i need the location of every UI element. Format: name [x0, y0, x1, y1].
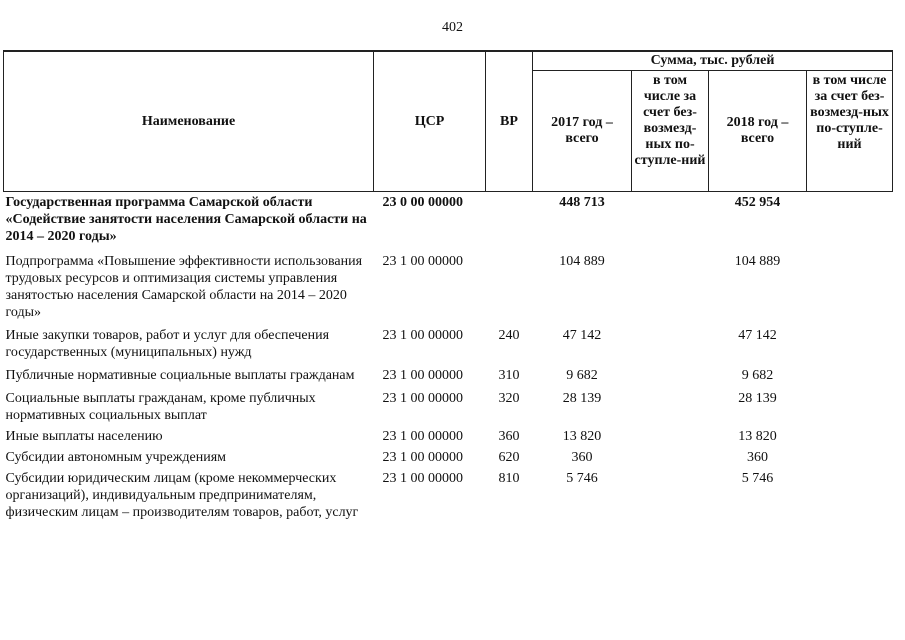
row-2017-incl	[632, 445, 709, 466]
row-2018-incl	[807, 466, 893, 521]
row-2018-incl	[807, 424, 893, 445]
row-2017: 104 889	[559, 254, 605, 269]
page-number: 402	[442, 20, 463, 35]
row-2017: 448 713	[559, 195, 605, 210]
row-2018: 28 139	[738, 391, 777, 406]
header-2017-total: 2017 год – всего	[533, 71, 632, 192]
row-vr: 360	[498, 429, 520, 444]
row-name: Публичные нормативные социальные выплаты гражданам	[5, 368, 355, 383]
row-csr: 23 1 00 00000	[382, 391, 463, 406]
row-csr: 23 1 00 00000	[382, 471, 463, 486]
row-2018-incl	[807, 445, 893, 466]
row-2018: 5 746	[741, 471, 774, 486]
header-2018-incl: в том числе за счет без-возмезд-ных по-ступле-ний	[807, 71, 893, 192]
row-name: Субсидии юридическим лицам (кроме некоммерческих организаций), индивидуальным предпринимателям, физическим лицам – производителям товаров, работ, услуг	[5, 471, 359, 520]
header-sum-group: Сумма, тыс. рублей	[533, 51, 893, 71]
row-vr: 810	[498, 471, 520, 486]
table-body	[4, 192, 893, 522]
row-2018-incl	[807, 321, 893, 361]
row-csr: 23 1 00 00000	[382, 429, 463, 444]
row-2017-incl	[632, 466, 709, 521]
table-row	[4, 361, 893, 384]
row-2018: 360	[747, 450, 768, 465]
row-2018: 104 889	[734, 254, 781, 269]
row-2017: 28 139	[562, 391, 602, 406]
row-name: Государственная программа Самарской области «Содействие занятости населения Самарской области на 2014 – 2020 годы»	[5, 195, 367, 244]
row-2017: 13 820	[562, 429, 602, 444]
row-2017-incl	[632, 321, 709, 361]
table-row	[4, 192, 893, 246]
row-2017-incl	[632, 424, 709, 445]
header-2017-incl: в том числе за счет без-возмезд-ных по-ступле-ний	[632, 71, 709, 192]
row-2017: 5 746	[566, 471, 598, 486]
row-2017-incl	[632, 384, 709, 424]
table-row	[4, 424, 893, 445]
row-name: Иные закупки товаров, работ и услуг для обеспечения государственных (муниципальных) нужд	[5, 328, 330, 360]
budget-table	[3, 50, 893, 521]
row-vr: 310	[498, 368, 520, 383]
row-2017: 9 682	[566, 368, 598, 383]
row-2018-incl	[807, 245, 893, 321]
table-row	[4, 321, 893, 361]
row-2018: 13 820	[738, 429, 777, 444]
row-2018-incl	[807, 192, 893, 246]
row-vr	[486, 245, 533, 321]
table-row	[4, 466, 893, 521]
row-vr	[486, 192, 533, 246]
header-csr: ЦСР	[374, 51, 486, 192]
header-2018-total: 2018 год – всего	[709, 71, 807, 192]
row-2017: 47 142	[562, 328, 602, 343]
row-csr: 23 1 00 00000	[382, 328, 463, 343]
row-vr: 240	[498, 328, 520, 343]
table-header	[4, 51, 893, 192]
row-2017-incl	[632, 192, 709, 246]
row-2018-incl	[807, 384, 893, 424]
header-name: Наименование	[4, 51, 374, 192]
row-csr: 23 0 00 00000	[382, 195, 463, 210]
row-csr: 23 1 00 00000	[382, 368, 463, 383]
table-row	[4, 245, 893, 321]
row-name: Иные выплаты населению	[5, 429, 163, 444]
row-2018: 47 142	[738, 328, 777, 343]
row-2018-incl	[807, 361, 893, 384]
row-2017: 360	[571, 450, 593, 465]
row-csr: 23 1 00 00000	[382, 254, 463, 269]
row-vr: 620	[498, 450, 520, 465]
row-2018: 9 682	[741, 368, 774, 383]
table-row	[4, 384, 893, 424]
table-row	[4, 445, 893, 466]
row-2018: 452 954	[734, 195, 781, 210]
row-2017-incl	[632, 361, 709, 384]
row-csr: 23 1 00 00000	[382, 450, 463, 465]
row-name: Субсидии автономным учреждениям	[5, 450, 227, 465]
row-name: Подпрограмма «Повышение эффективности использования трудовых ресурсов и оптимизация системы управления занятостью населения Самарской области на 2014 – 2020 годы»	[5, 254, 363, 320]
row-name: Социальные выплаты гражданам, кроме публичных нормативных социальных выплат	[5, 391, 316, 423]
row-vr: 320	[498, 391, 520, 406]
row-2017-incl	[632, 245, 709, 321]
header-vr: ВР	[486, 51, 533, 192]
